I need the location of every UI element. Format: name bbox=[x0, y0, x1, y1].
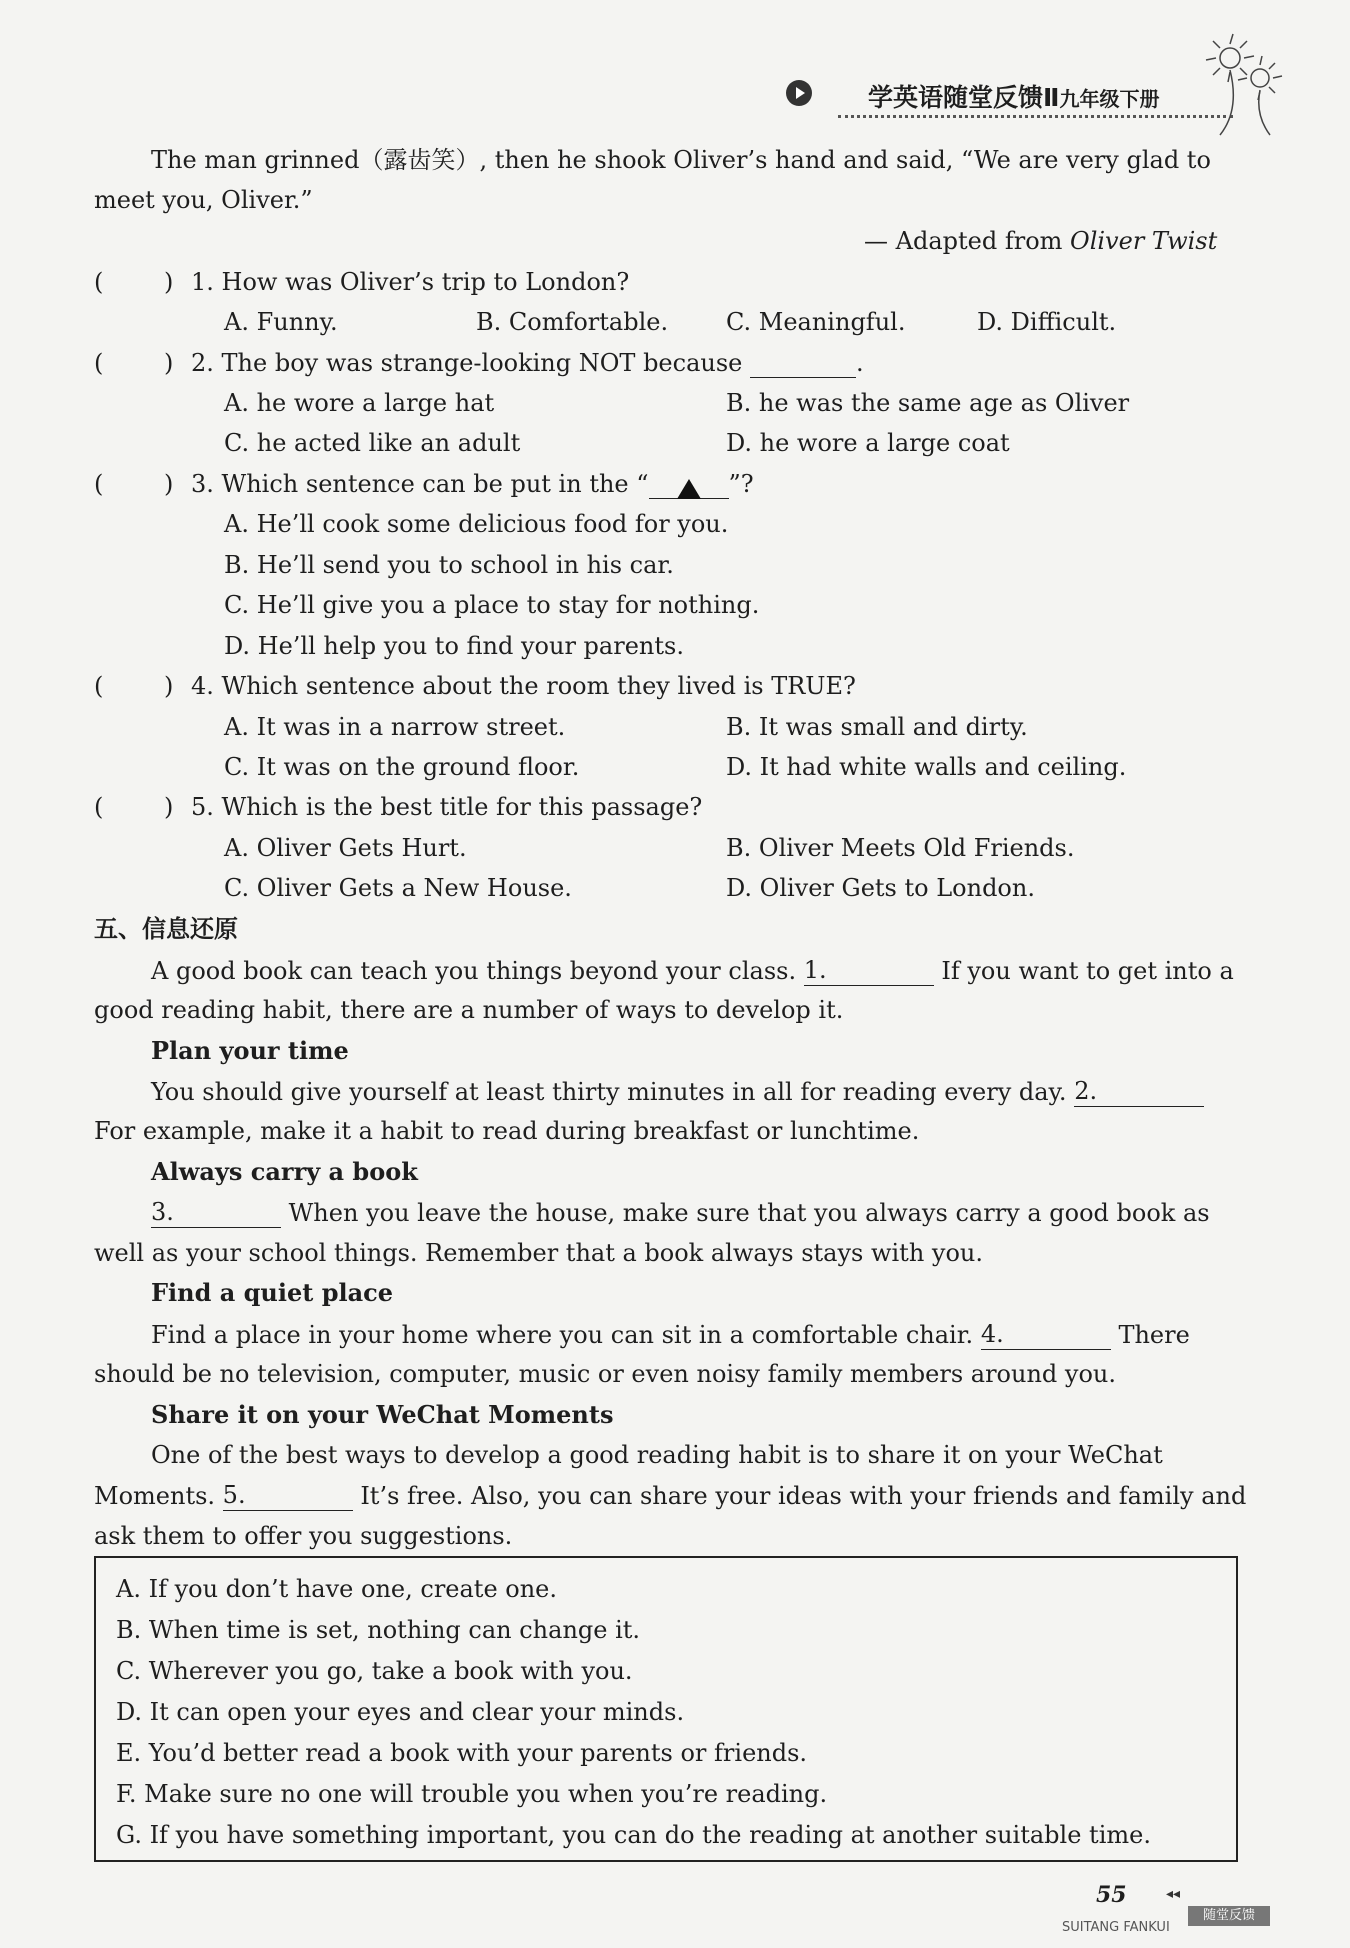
answer-bracket: ) bbox=[164, 672, 174, 700]
box-option: A. If you don’t have one, create one. bbox=[116, 1575, 558, 1603]
option: B. It was small and dirty. bbox=[726, 713, 1028, 741]
box-option: G. If you have something important, you can do the reading at another suitable time. bbox=[116, 1821, 1151, 1849]
header-title bbox=[868, 78, 1159, 114]
option: C. he acted like an adult bbox=[224, 429, 521, 457]
paragraph-line: ask them to offer you suggestions. bbox=[94, 1522, 513, 1550]
answer-bracket: ) bbox=[164, 470, 174, 498]
book-title: 学英语随堂反馈 bbox=[868, 83, 1044, 112]
paragraph-line: well as your school things. Remember that a book always stays with you. bbox=[94, 1239, 984, 1267]
option: A. he wore a large hat bbox=[224, 389, 495, 417]
paragraph-line: should be no television, computer, music or even noisy family members around you. bbox=[94, 1360, 1116, 1388]
passage-line: The man grinned（露齿笑）, then he shook Oliver’s hand and said, “We are very glad to bbox=[151, 146, 1211, 174]
option: A. It was in a narrow street. bbox=[224, 713, 566, 741]
answer-bracket[interactable]: ( bbox=[94, 793, 104, 821]
answer-bracket: ) bbox=[164, 793, 174, 821]
option: C. It was on the ground floor. bbox=[224, 753, 580, 781]
book-volume: Ⅱ bbox=[1043, 83, 1060, 112]
box-option: E. You’d better read a book with your parents or friends. bbox=[116, 1739, 808, 1767]
paragraph-line: 3. When you leave the house, make sure that you always carry a good book as bbox=[151, 1198, 1210, 1227]
header-divider bbox=[838, 115, 1233, 118]
paragraph-line: A good book can teach you things beyond your class. 1. If you want to get into a bbox=[151, 956, 1234, 985]
option: D. Difficult. bbox=[977, 308, 1117, 336]
question-4: 4. Which sentence about the room they lived is TRUE? bbox=[191, 672, 856, 700]
option: B. He’ll send you to school in his car. bbox=[224, 551, 674, 579]
play-icon bbox=[786, 80, 812, 106]
question-2: 2. The boy was strange-looking NOT because . bbox=[191, 349, 864, 377]
fill-blank[interactable] bbox=[750, 351, 856, 378]
arrow-left-icon: ◂◂ bbox=[1166, 1886, 1181, 1902]
answer-blank-5[interactable]: 5. bbox=[223, 1480, 353, 1511]
options-box bbox=[94, 1556, 1238, 1862]
passage-line: meet you, Oliver.” bbox=[94, 186, 313, 214]
option: D. he wore a large coat bbox=[726, 429, 1010, 457]
paragraph-line: One of the best ways to develop a good reading habit is to share it on your WeChat bbox=[151, 1441, 1163, 1469]
question-5: 5. Which is the best title for this passage? bbox=[191, 793, 703, 821]
box-option: B. When time is set, nothing can change it. bbox=[116, 1616, 641, 1644]
subheading: Always carry a book bbox=[151, 1157, 418, 1186]
source-title: Oliver Twist bbox=[1070, 227, 1218, 255]
answer-bracket[interactable]: ( bbox=[94, 268, 104, 296]
section-heading: 五、信息还原 bbox=[94, 915, 238, 943]
option: A. He’ll cook some delicious food for you. bbox=[224, 510, 729, 538]
box-option: D. It can open your eyes and clear your minds. bbox=[116, 1698, 685, 1726]
paragraph-line: Moments. 5. It’s free. Also, you can share your ideas with your friends and family and bbox=[94, 1481, 1247, 1510]
option: A. Oliver Gets Hurt. bbox=[224, 834, 467, 862]
answer-bracket: ) bbox=[164, 349, 174, 377]
paragraph-line: You should give yourself at least thirty minutes in all for reading every day. 2. bbox=[151, 1076, 1204, 1107]
box-option: F. Make sure no one will trouble you when you’re reading. bbox=[116, 1780, 828, 1808]
box-option: C. Wherever you go, take a book with you. bbox=[116, 1657, 633, 1685]
passage-source bbox=[864, 226, 1217, 256]
option: A. Funny. bbox=[224, 308, 338, 336]
subheading: Find a quiet place bbox=[151, 1278, 394, 1307]
source-prefix: — Adapted from bbox=[864, 227, 1071, 255]
footer-subtitle: SUITANG FANKUI bbox=[1062, 1920, 1170, 1935]
option: C. Oliver Gets a New House. bbox=[224, 874, 572, 902]
option: D. He’ll help you to find your parents. bbox=[224, 632, 684, 660]
answer-bracket[interactable]: ( bbox=[94, 470, 104, 498]
option: D. Oliver Gets to London. bbox=[726, 874, 1035, 902]
option: C. Meaningful. bbox=[726, 308, 906, 336]
book-grade: 九年级下册 bbox=[1059, 87, 1160, 111]
paragraph-line: Find a place in your home where you can sit in a comfortable chair. 4. There bbox=[151, 1320, 1190, 1349]
page-number: 55 bbox=[1096, 1882, 1127, 1908]
answer-bracket[interactable]: ( bbox=[94, 672, 104, 700]
triangle-marker-icon bbox=[677, 479, 701, 499]
footer-tag: 随堂反馈 bbox=[1188, 1906, 1270, 1926]
question-3: 3. Which sentence can be put in the “ ”? bbox=[191, 470, 754, 498]
subheading: Plan your time bbox=[151, 1036, 349, 1065]
answer-bracket: ) bbox=[164, 268, 174, 296]
answer-bracket[interactable]: ( bbox=[94, 349, 104, 377]
question-1: 1. How was Oliver’s trip to London? bbox=[191, 268, 630, 296]
option: B. Comfortable. bbox=[476, 308, 669, 336]
option: D. It had white walls and ceiling. bbox=[726, 753, 1127, 781]
paragraph-line: good reading habit, there are a number of ways to develop it. bbox=[94, 996, 844, 1024]
option: B. Oliver Meets Old Friends. bbox=[726, 834, 1075, 862]
answer-blank-4[interactable]: 4. bbox=[981, 1319, 1111, 1350]
answer-blank-2[interactable]: 2. bbox=[1074, 1076, 1204, 1107]
paragraph-line: For example, make it a habit to read during breakfast or lunchtime. bbox=[94, 1117, 920, 1145]
sunflower-decoration-icon bbox=[1200, 30, 1300, 140]
placeholder-blank bbox=[649, 472, 729, 499]
answer-blank-3[interactable]: 3. bbox=[151, 1197, 281, 1228]
option: C. He’ll give you a place to stay for nothing. bbox=[224, 591, 760, 619]
answer-blank-1[interactable]: 1. bbox=[804, 955, 934, 986]
option: B. he was the same age as Oliver bbox=[726, 389, 1130, 417]
subheading: Share it on your WeChat Moments bbox=[151, 1400, 614, 1429]
